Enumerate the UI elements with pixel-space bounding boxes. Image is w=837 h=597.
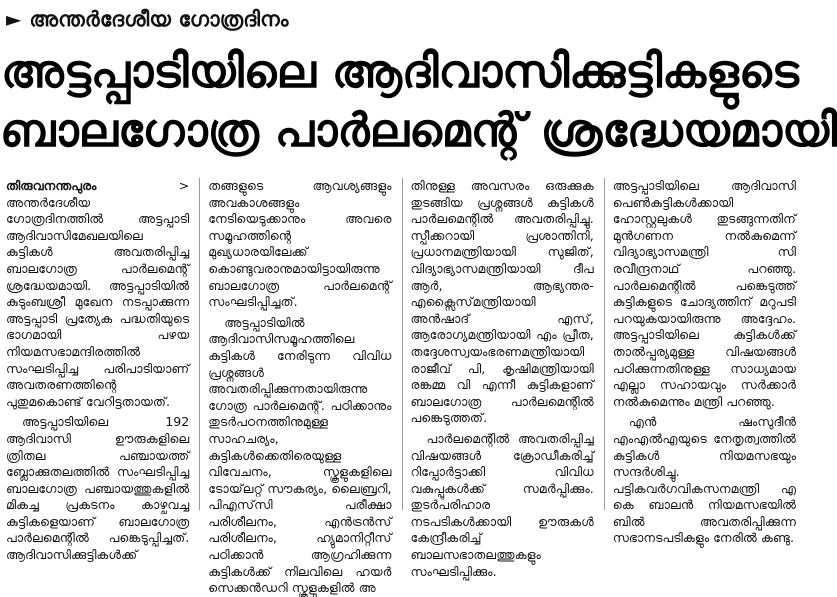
- article-paragraph: തങ്ങളുടെ ആവശ്യങ്ങളും അവകാശങ്ങളും നേടിയെടുക്കാനും അവരെ സമൂഹത്തിന്റെ മുഖ്യധാരയിലേക്ക് കൊണ്ടുവരാനുമായിട്ടായിരുന്നു ബാലഗോത്ര പാർലമെന്റ് സംഘടിപ്പിച്ചത്.: [208, 178, 392, 310]
- article-paragraph: അട്ടപ്പാടിയിൽ ആദിവാസിസമൂഹത്തിലെ കുട്ടികൾ നേരിടുന്ന വിവിധ പ്രശ്നങ്ങൾ അവതരിപ്പിക്കുന്നതായിരുന്നു ഗോത്ര പാർലമെന്റ്. പഠിക്കാനും തുടർപഠനത്തിനുമുള്ള സാഹചര്യം, കുട്ടികൾക്കെതിരെയുള്ള വിവേചനം, സ്കൂളുകളിലെ ടോയ്‌ലറ്റ് സൗകര്യം, ലൈബ്രറി, പിഎസ്‌സി പരീക്ഷാ പരിശീലനം, എൻട്രൻസ് പരിശീലനം, ഹ്യുമാനിറ്റീസ് പഠിക്കാൻ ആഗ്രഹിക്കുന്ന കുട്ടികൾക്ക് നിലവിലെ ഹയർ സെക്കൻഡറി സ്കൂളുകളിൽ അ: [208, 314, 392, 596]
- article-paragraph: പാർലമെന്റിൽ അവതരിപ്പിച്ച വിഷയങ്ങൾ ക്രോഡീകരിച്ച് റിപ്പോർട്ടാക്കി വിവിധ വകുപ്പുകൾക്ക് സമർപ്പിക്കും. തുടർപരിഹാര നടപടികൾക്കായി ഊരുകൾ കേന്ദ്രീകരിച്ച് ബാലസഭാതലത്തുകളും സംഘടിപ്പിക്കും.: [410, 430, 594, 579]
- headline-line-1: അട്ടപ്പാടിയിലെ ആദിവാസിക്കുട്ടികളുടെ: [1, 44, 799, 98]
- kicker: [6, 4, 289, 34]
- article-column-2: [199, 178, 392, 596]
- dateline: തിരുവനന്തപുരം: [6, 178, 97, 193]
- article-paragraph: അട്ടപ്പാടിയിലെ 192 ആദിവാസി ഊരുകളിലെ ത്രിതല പഞ്ചായത്ത് ബ്ലോക്കുതലത്തിൽ സംഘടിപ്പിച്ച ബാലഗോത്ര പഞ്ചായത്തുകളിൽ മികച്ച പ്രകടനം കാഴ്ചവച്ച കുട്ടികളെയാണ് ബാലഗോത്ര പാർലമെന്റിൽ പങ്കെടുപ്പിച്ചത്. ആദിവാസിക്കുട്ടികൾക്ക്: [6, 414, 190, 563]
- article-paragraph: തിരുവനന്തപുരം > അന്തർദേശീയ ഗോത്രദിനത്തിൽ അട്ടപ്പാടി ആദിവാസിമേഖലയിലെ കുട്ടികൾ അവതരിപ്പിച്ച ബാലഗോത്ര പാർലമെന്റ് ശ്രദ്ധേയമായി. അട്ടപ്പാടിയിൽ കുടുംബശ്രീ മുഖേന നടപ്പാക്കുന്ന അട്ടപ്പാടി പ്രത്യേക പദ്ധതിയുടെ ഭാഗമായി പഴയ നിയമസഭാമന്ദിരത്തിൽ സംഘടിപ്പിച്ച പരിപാടിയാണ് അവതരണത്തിന്റെ പുതുമകൊണ്ട് വേറിട്ടതായത്.: [6, 178, 190, 409]
- kicker-arrow-icon: ►: [6, 7, 22, 31]
- kicker-text: അന്തർദേശീയ ഗോത്രദിനം: [29, 6, 289, 31]
- headline-line-2: ബാലഗോത്ര പാർലമെന്റ് ശ്രദ്ധേയമായി: [0, 103, 837, 157]
- article-paragraph: എൻ ഷംസുദീൻ എംഎൽഎയുടെ നേതൃത്വത്തിൽ കുട്ടികൾ നിയമസഭയും സന്ദർശിച്ചു. പട്ടികവർഗവികസനമന്ത്രി എ കെ ബാലൻ നിയമസഭയിൽ ബിൽ അവതരിപ്പിക്കുന്ന സഭാനടപടികളും നേരിൽ കണ്ടു.: [612, 414, 796, 546]
- article-column-1: [6, 178, 190, 563]
- article-paragraph: തിനുള്ള അവസരം ഒരുക്കുക തുടങ്ങിയ പ്രശ്നങ്ങൾ കുട്ടികൾ പാർലമെന്റിൽ അവതരിപ്പിച്ചു. സ്പീക്കറായി പ്രശാന്തിനി, പ്രധാനമന്ത്രിയായി സുജിത്, വിദ്യാഭ്യാസമന്ത്രിയായി ദീപ ആർ, ആഭ്യന്തര- എക്സൈസ്‌മന്ത്രിയായി അൻഷാദ് എസ്, ആരോഗ്യമന്ത്രിയായി എം പ്രീത, തദ്ദേശസ്വയംഭരണമന്ത്രിയായി രാജീവ് പി, കൃഷിമന്ത്രിയായി രങ്കമ്മ വി എന്നീ കുട്ടികളാണ് ബാലഗോത്ര പാർലമെന്റിൽ പങ്കെടുത്തത്.: [410, 178, 594, 426]
- article-column-3: [402, 178, 594, 579]
- article-paragraph: അട്ടപ്പാടിയിലെ ആദിവാസി പെൺകുട്ടികൾക്കായി ഹോസ്റ്റലുകൾ തുടങ്ങുന്നതിന് മുൻഗണന നൽകുമെന്ന് വിദ്യാഭ്യാസമന്ത്രി സി രവീന്ദ്രനാഥ് പറഞ്ഞു. പാർലമെന്റിൽ പങ്കെടുത്ത് കുട്ടികളുടെ ചോദ്യത്തിന് മറുപടി പറയുകയായിരുന്നു അദ്ദേഹം. അട്ടപ്പാടിയിലെ കുട്ടികൾക്ക് താൽപ്പര്യമുള്ള വിഷയങ്ങൾ പഠിക്കുന്നതിനുള്ള സാധ്യമായ എല്ലാ സഹായവും സർക്കാർ നൽകുമെന്നും മന്ത്രി പറഞ്ഞു.: [612, 178, 796, 409]
- article-body: [6, 178, 796, 596]
- article-column-4: [604, 178, 796, 546]
